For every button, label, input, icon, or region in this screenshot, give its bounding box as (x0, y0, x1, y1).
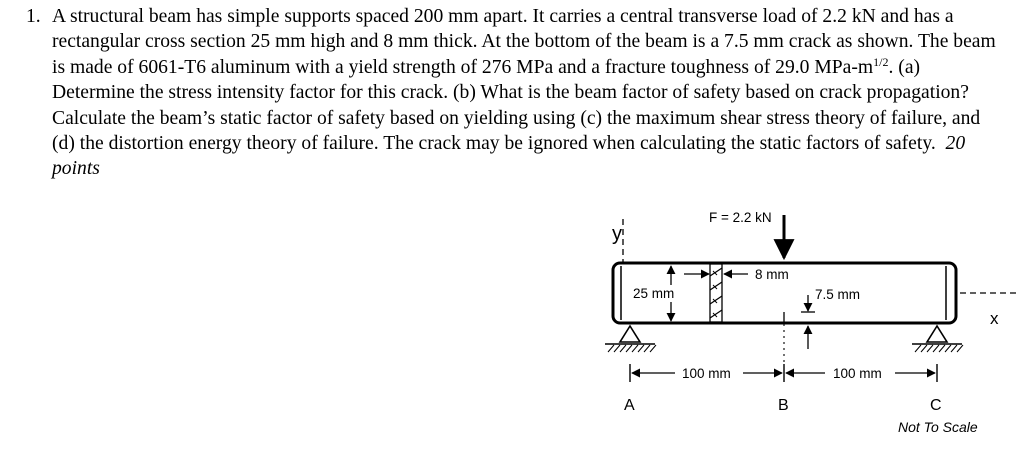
problem-points: 20 points (52, 133, 966, 180)
problem-text-rest: . (a) Determine the stress intensity factor for this crack. (b) What is the beam factor of safety based on crack propagation? Calculate the beam’s static factor of safety based on yielding using (c) the maximum shear stress theory of failure, and (d) the distortion energy theory of failure. The crack may be ignored when calculating the static factors of safety. (52, 56, 981, 155)
ground-c-hatch (915, 345, 963, 352)
span-right-label: 100 mm (833, 366, 882, 381)
point-c-label: C (930, 397, 942, 414)
point-a-label: A (624, 397, 635, 414)
load-label: F = 2.2 kN (709, 210, 772, 225)
thickness-label: 8 mm (755, 267, 789, 282)
height-label: 25 mm (633, 286, 675, 301)
problem-text-superscript: 1/2 (873, 54, 889, 69)
support-a (620, 326, 640, 342)
point-b-label: B (778, 397, 789, 414)
span-left-label: 100 mm (682, 366, 731, 381)
support-c (927, 326, 947, 342)
problem-text-main: A structural beam has simple supports spaced 200 mm apart. It carries a central transverse load of 2.2 kN and has a rectangular cross section 25 mm high and 8 mm thick. At the bottom of the beam is a 7.5 mm crack as shown. The beam is made of 6061-T6 aluminum with a yield strength of 276 MPa and a fracture toughness of 29.0 MPa-m (52, 6, 996, 78)
not-to-scale-note: Not To Scale (898, 419, 978, 435)
problem-number: 1. (26, 6, 41, 27)
y-axis-label: y (612, 223, 622, 245)
ground-a-hatch (608, 345, 656, 352)
crack-label: 7.5 mm (815, 287, 861, 302)
x-axis-label: x (990, 309, 999, 328)
